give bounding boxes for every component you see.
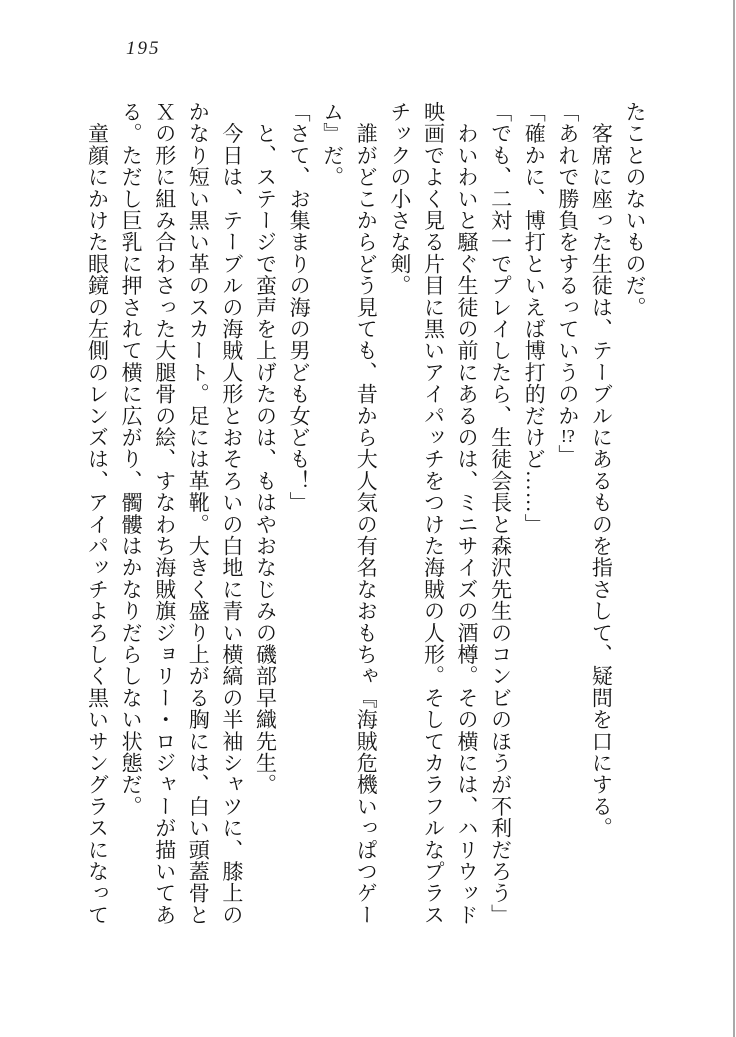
text-line: 誰がどこからどう見ても、昔から大人気の有名なおもちゃ『海賊危機いっぱつゲー [354, 101, 379, 926]
text-line: チックの小さな剣。 [387, 101, 412, 297]
text-line: ム』だ。 [320, 101, 345, 188]
page-scan-edge [733, 0, 735, 1037]
text-line: たことのないものだ。 [623, 101, 647, 318]
text-line: 映画でよく見る片目に黒いアイパッチをつけた海賊の人形。そしてカラフルなプラス [421, 101, 446, 926]
text-line: 「あれで勝負をするっていうのか!?」 [555, 101, 580, 467]
text-line: わいわいと騒ぐ生徒の前にあるのは、ミニサイズの酒樽。その横には、ハリウッド [455, 101, 480, 926]
text-line: と、ステージで蛮声を上げたのは、もはやおなじみの磯部早織先生。 [253, 101, 278, 796]
exclamation-question-tcy: !? [560, 426, 575, 445]
text-line: 「確かに、博打といえば博打的だけど……」 [522, 101, 547, 535]
text-line: 「さて、お集まりの海の男ども女ども！」 [287, 101, 312, 514]
text-line: 童顔にかけた眼鏡の左側のレンズは、アイパッチよろしく黒いサングラスになって [85, 101, 110, 926]
text-line: 今日は、テーブルの海賊人形とおそろいの白地に青い横縞の半袖シャツに、膝上の [219, 101, 244, 926]
text-line: る。ただし巨乳に押されて横に広がり、髑髏はかなりだらしない状態だ。 [119, 101, 144, 818]
text-line: 客席に座った生徒は、テーブルにあるものを指さして、疑問を口にする。 [589, 101, 614, 839]
text-line: かなり短い黒い革のスカート。足には革靴。大きく盛り上がる胸には、白い頭蓋骨と [186, 101, 211, 926]
text-line: Ｘの形に組み合わさった大腿骨の絵、すなわち海賊旗ジョリー・ロジャーが描いてあ [152, 101, 177, 926]
page-number: 195 [126, 38, 161, 59]
text-line: 「でも、二対一でプレイしたら、生徒会長と森沢先生のコンビのほうが不利だろう」 [488, 101, 513, 926]
vertical-text-block [79, 101, 651, 929]
